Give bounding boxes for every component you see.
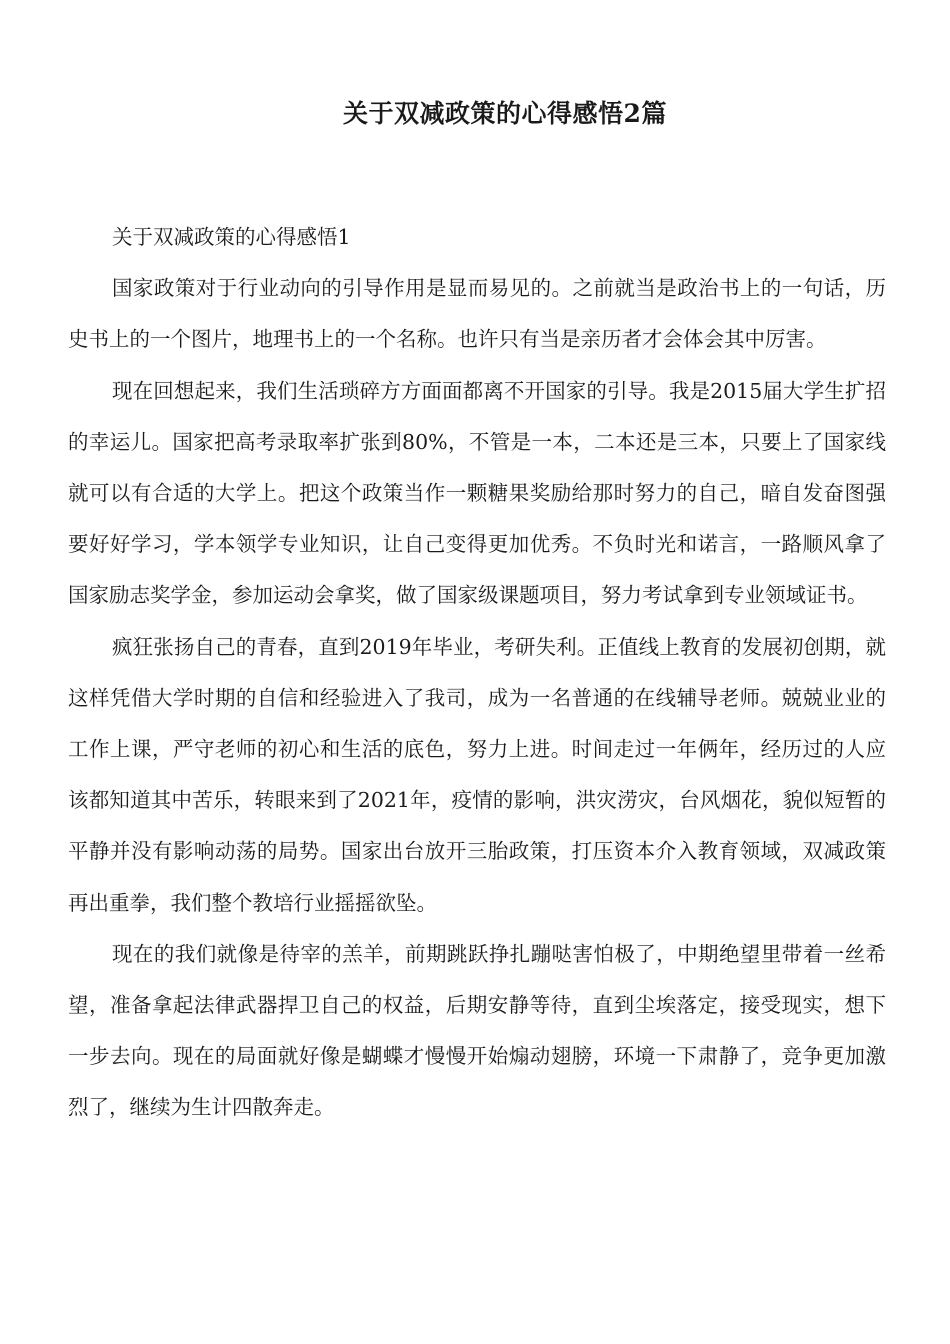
- section-heading: 关于双减政策的心得感悟1: [112, 225, 351, 249]
- paragraph: 国家政策对于行业动向的引导作用是显而易见的。之前就当是政治书上的一句话，历史书上的一个图片，地理书上的一个名称。也许只有当是亲历者才会体会其中厉害。: [68, 276, 886, 352]
- paragraph: 现在回想起来，我们生活琐碎方方面面都离不开国家的引导。我是2015届大学生扩招的幸运儿。国家把高考录取率扩张到80%，不管是一本，二本还是三本，只要上了国家线就可以有合适的大学上。把这个政策当作一颗糖果奖励给那时努力的自己，暗自发奋图强要好好学习，学本领学专业知识，让自己变得更加优秀。不负时光和诺言，一路顺风拿了国家励志奖学金，参加运动会拿奖，做了国家级课题项目，努力考试拿到专业领域证书。: [68, 378, 886, 608]
- paragraph: 现在的我们就像是待宰的羔羊，前期跳跃挣扎蹦哒害怕极了，中期绝望里带着一丝希望，准备拿起法律武器捍卫自己的权益，后期安静等待，直到尘埃落定，接受现实，想下一步去向。现在的局面就好像是蝴蝶才慢慢开始煽动翅膀，环境一下肃静了，竞争更加激烈了，继续为生计四散奔走。: [68, 941, 886, 1120]
- document-body: [68, 212, 886, 1134]
- document-title: 关于双减政策的心得感悟2篇: [343, 99, 667, 128]
- paragraph: 疯狂张扬自己的青春，直到2019年毕业，考研失利。正值线上教育的发展初创期，就这样凭借大学时期的自信和经验进入了我司，成为一名普通的在线辅导老师。兢兢业业的工作上课，严守老师的初心和生活的底色，努力上进。时间走过一年俩年，经历过的人应该都知道其中苦乐，转眼来到了2021年，疫情的影响，洪灾涝灾，台风烟花，貌似短暂的平静并没有影响动荡的局势。国家出台放开三胎政策，打压资本介入教育领域，双减政策再出重拳，我们整个教培行业摇摇欲坠。: [68, 634, 886, 915]
